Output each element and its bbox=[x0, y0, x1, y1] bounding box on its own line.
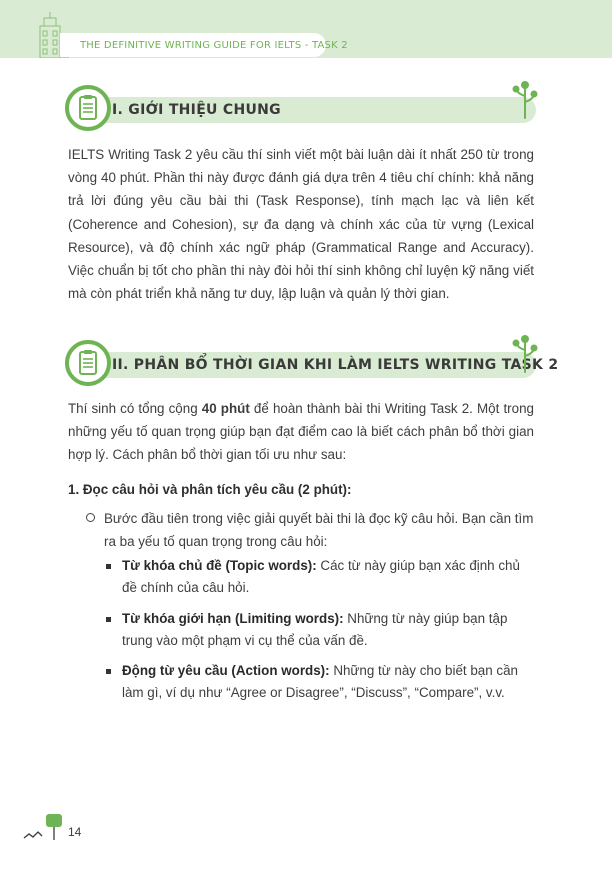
section-2-title: II. PHÂN BỔ THỜI GIAN KHI LÀM IELTS WRITING TASK 2 bbox=[112, 357, 559, 373]
square-bullet-icon bbox=[106, 564, 111, 569]
section-1-heading bbox=[64, 84, 544, 134]
bullet-limiting-words bbox=[122, 608, 534, 653]
square-bullet-icon bbox=[106, 669, 111, 674]
intro-text: Thí sinh có tổng cộng bbox=[68, 401, 202, 416]
clipboard-icon bbox=[64, 84, 112, 132]
section-2-intro bbox=[68, 397, 534, 467]
tree-icon bbox=[512, 80, 538, 120]
bullet-term: Động từ yêu cầu (Action words): bbox=[122, 663, 330, 678]
list-subitem-intro: Bước đầu tiên trong việc giải quyết bài thi là đọc kỹ câu hỏi. Bạn cần tìm ra ba yếu tố quan trọng trong câu hỏi: bbox=[104, 511, 534, 549]
tree-footer-icon bbox=[22, 812, 66, 842]
bullet-term: Từ khóa chủ đề (Topic words): bbox=[122, 558, 317, 573]
clipboard-icon bbox=[64, 339, 112, 387]
bullet-topic-words bbox=[122, 555, 534, 600]
page-number: 14 bbox=[68, 825, 82, 839]
section-1-title: I. GIỚI THIỆU CHUNG bbox=[112, 102, 281, 118]
intro-text: để hoàn thành bài thi Writing Task 2. Một trong những yếu tố quan trọng giúp bạn đạt điểm cao là biết cách phân bổ thời gian hợp lý. Cách phân bổ thời gian tối ưu như sau: bbox=[68, 401, 534, 463]
running-title: THE DEFINITIVE WRITING GUIDE FOR IELTS - TASK 2 bbox=[80, 39, 348, 51]
running-header bbox=[60, 33, 348, 57]
square-bullet-icon bbox=[106, 617, 111, 622]
tree-icon bbox=[512, 334, 538, 374]
bullet-text: Những từ này cho biết bạn cần làm gì, ví dụ như “Agree or Disagree”, “Discuss”, “Compare”, v.v. bbox=[122, 663, 518, 701]
bullet-text: Các từ này giúp bạn xác định chủ đề chính của câu hỏi. bbox=[122, 558, 520, 596]
intro-emphasis: 40 phút bbox=[201, 401, 250, 416]
section-1-paragraph: IELTS Writing Task 2 yêu cầu thí sinh viết một bài luận dài ít nhất 250 từ trong vòng 40 phút. Phần thi này được đánh giá dựa trên 4 tiêu chí chính: khả năng trả lời đúng yêu cầu bài thi (Task Response), tính mạch lạc và liên kết (Coherence and Cohesion), sự đa dạng và chính xác của từ vựng (Lexical Resource), và độ chính xác ngữ pháp (Grammatical Range and Accuracy). Việc chuẩn bị tốt cho phần thi này đòi hỏi thí sinh không chỉ luyện kỹ năng viết mà còn phát triển khả năng tư duy, lập luận và quản lý thời gian. bbox=[68, 147, 534, 302]
bullet-text: Những từ này giúp bạn tập trung vào một phạm vi cụ thể của vấn đề. bbox=[122, 611, 508, 649]
bullet-term: Từ khóa giới hạn (Limiting words): bbox=[122, 611, 344, 626]
circle-bullet-icon bbox=[86, 513, 95, 522]
section-2-heading bbox=[64, 339, 559, 389]
bullet-action-words bbox=[122, 660, 534, 705]
list-item-1-title: 1. Đọc câu hỏi và phân tích yêu cầu (2 phút): bbox=[68, 482, 352, 497]
